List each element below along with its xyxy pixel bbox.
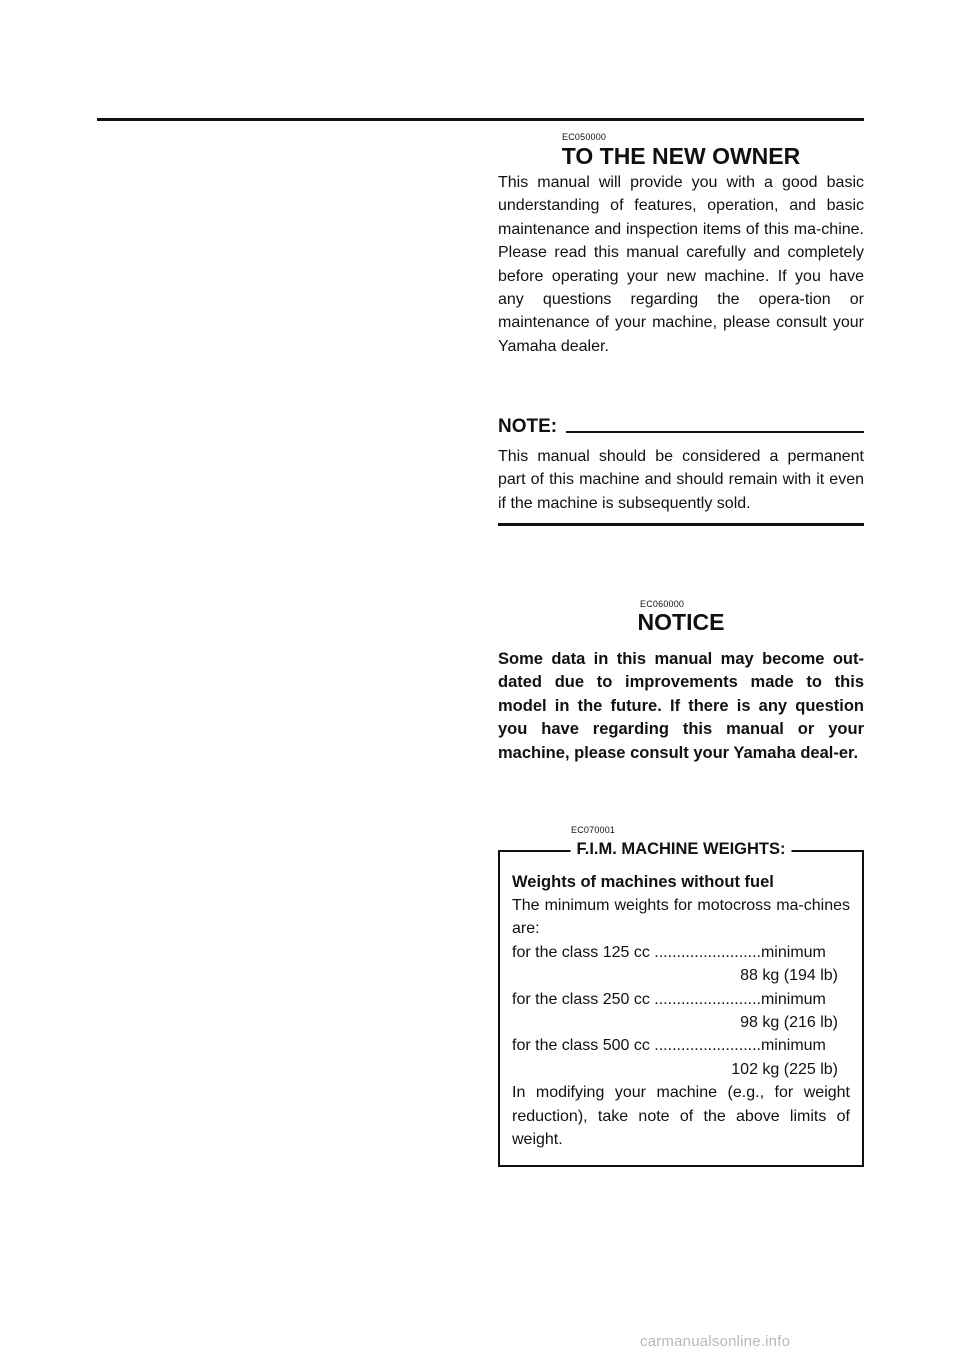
weight-class-label: for the class 125 cc ........................minimum xyxy=(512,943,826,961)
weights-box xyxy=(498,840,864,1167)
section-code-weights: EC070001 xyxy=(571,825,616,835)
weight-class-label: for the class 500 cc ........................minimum xyxy=(512,1037,826,1055)
weights-intro: The minimum weights for motocross ma-chines are: xyxy=(512,897,850,938)
note-header xyxy=(498,416,864,440)
note-label: NOTE: xyxy=(498,416,563,438)
section-code-owner: EC050000 xyxy=(562,132,607,142)
note-rule xyxy=(566,431,864,433)
watermark-text: carmanualsonline.info xyxy=(640,1333,791,1350)
weight-class-value: 102 kg (225 lb) xyxy=(731,1060,838,1078)
notice-paragraph: Some data in this manual may become out-dated due to improvements made to this model in the future. If there is any question you have regarding this manual or your machine, please consult your Yamaha deal-er. xyxy=(498,650,864,762)
section-code-notice: EC060000 xyxy=(640,599,685,609)
weight-class-value: 88 kg (194 lb) xyxy=(740,967,838,985)
weight-class-value: 98 kg (216 lb) xyxy=(740,1014,838,1032)
weights-box-title: F.I.M. MACHINE WEIGHTS: xyxy=(571,840,792,859)
note-paragraph: This manual should be considered a permanent part of this machine and should remain with it even if the machine is subsequently sold. xyxy=(498,448,864,512)
weights-footer: In modifying your machine (e.g., for weight reduction), take note of the above limits of weight. xyxy=(512,1084,850,1149)
weights-subtitle: Weights of machines without fuel xyxy=(512,873,774,891)
weight-class-label: for the class 250 cc ........................minimum xyxy=(512,990,826,1008)
top-rule xyxy=(97,118,864,121)
owner-paragraph: This manual will provide you with a good basic understanding of features, operation, and basic maintenance and inspection items of this ma-chine. Please read this manual carefully and completely before operating your new machine. If you have any questions regarding the opera-tion or maintenance of your machine, please consult your Yamaha dealer. xyxy=(498,174,864,355)
owner-heading: TO THE NEW OWNER xyxy=(561,143,801,169)
note-bottom-rule xyxy=(498,523,864,526)
notice-heading: NOTICE xyxy=(637,609,725,635)
